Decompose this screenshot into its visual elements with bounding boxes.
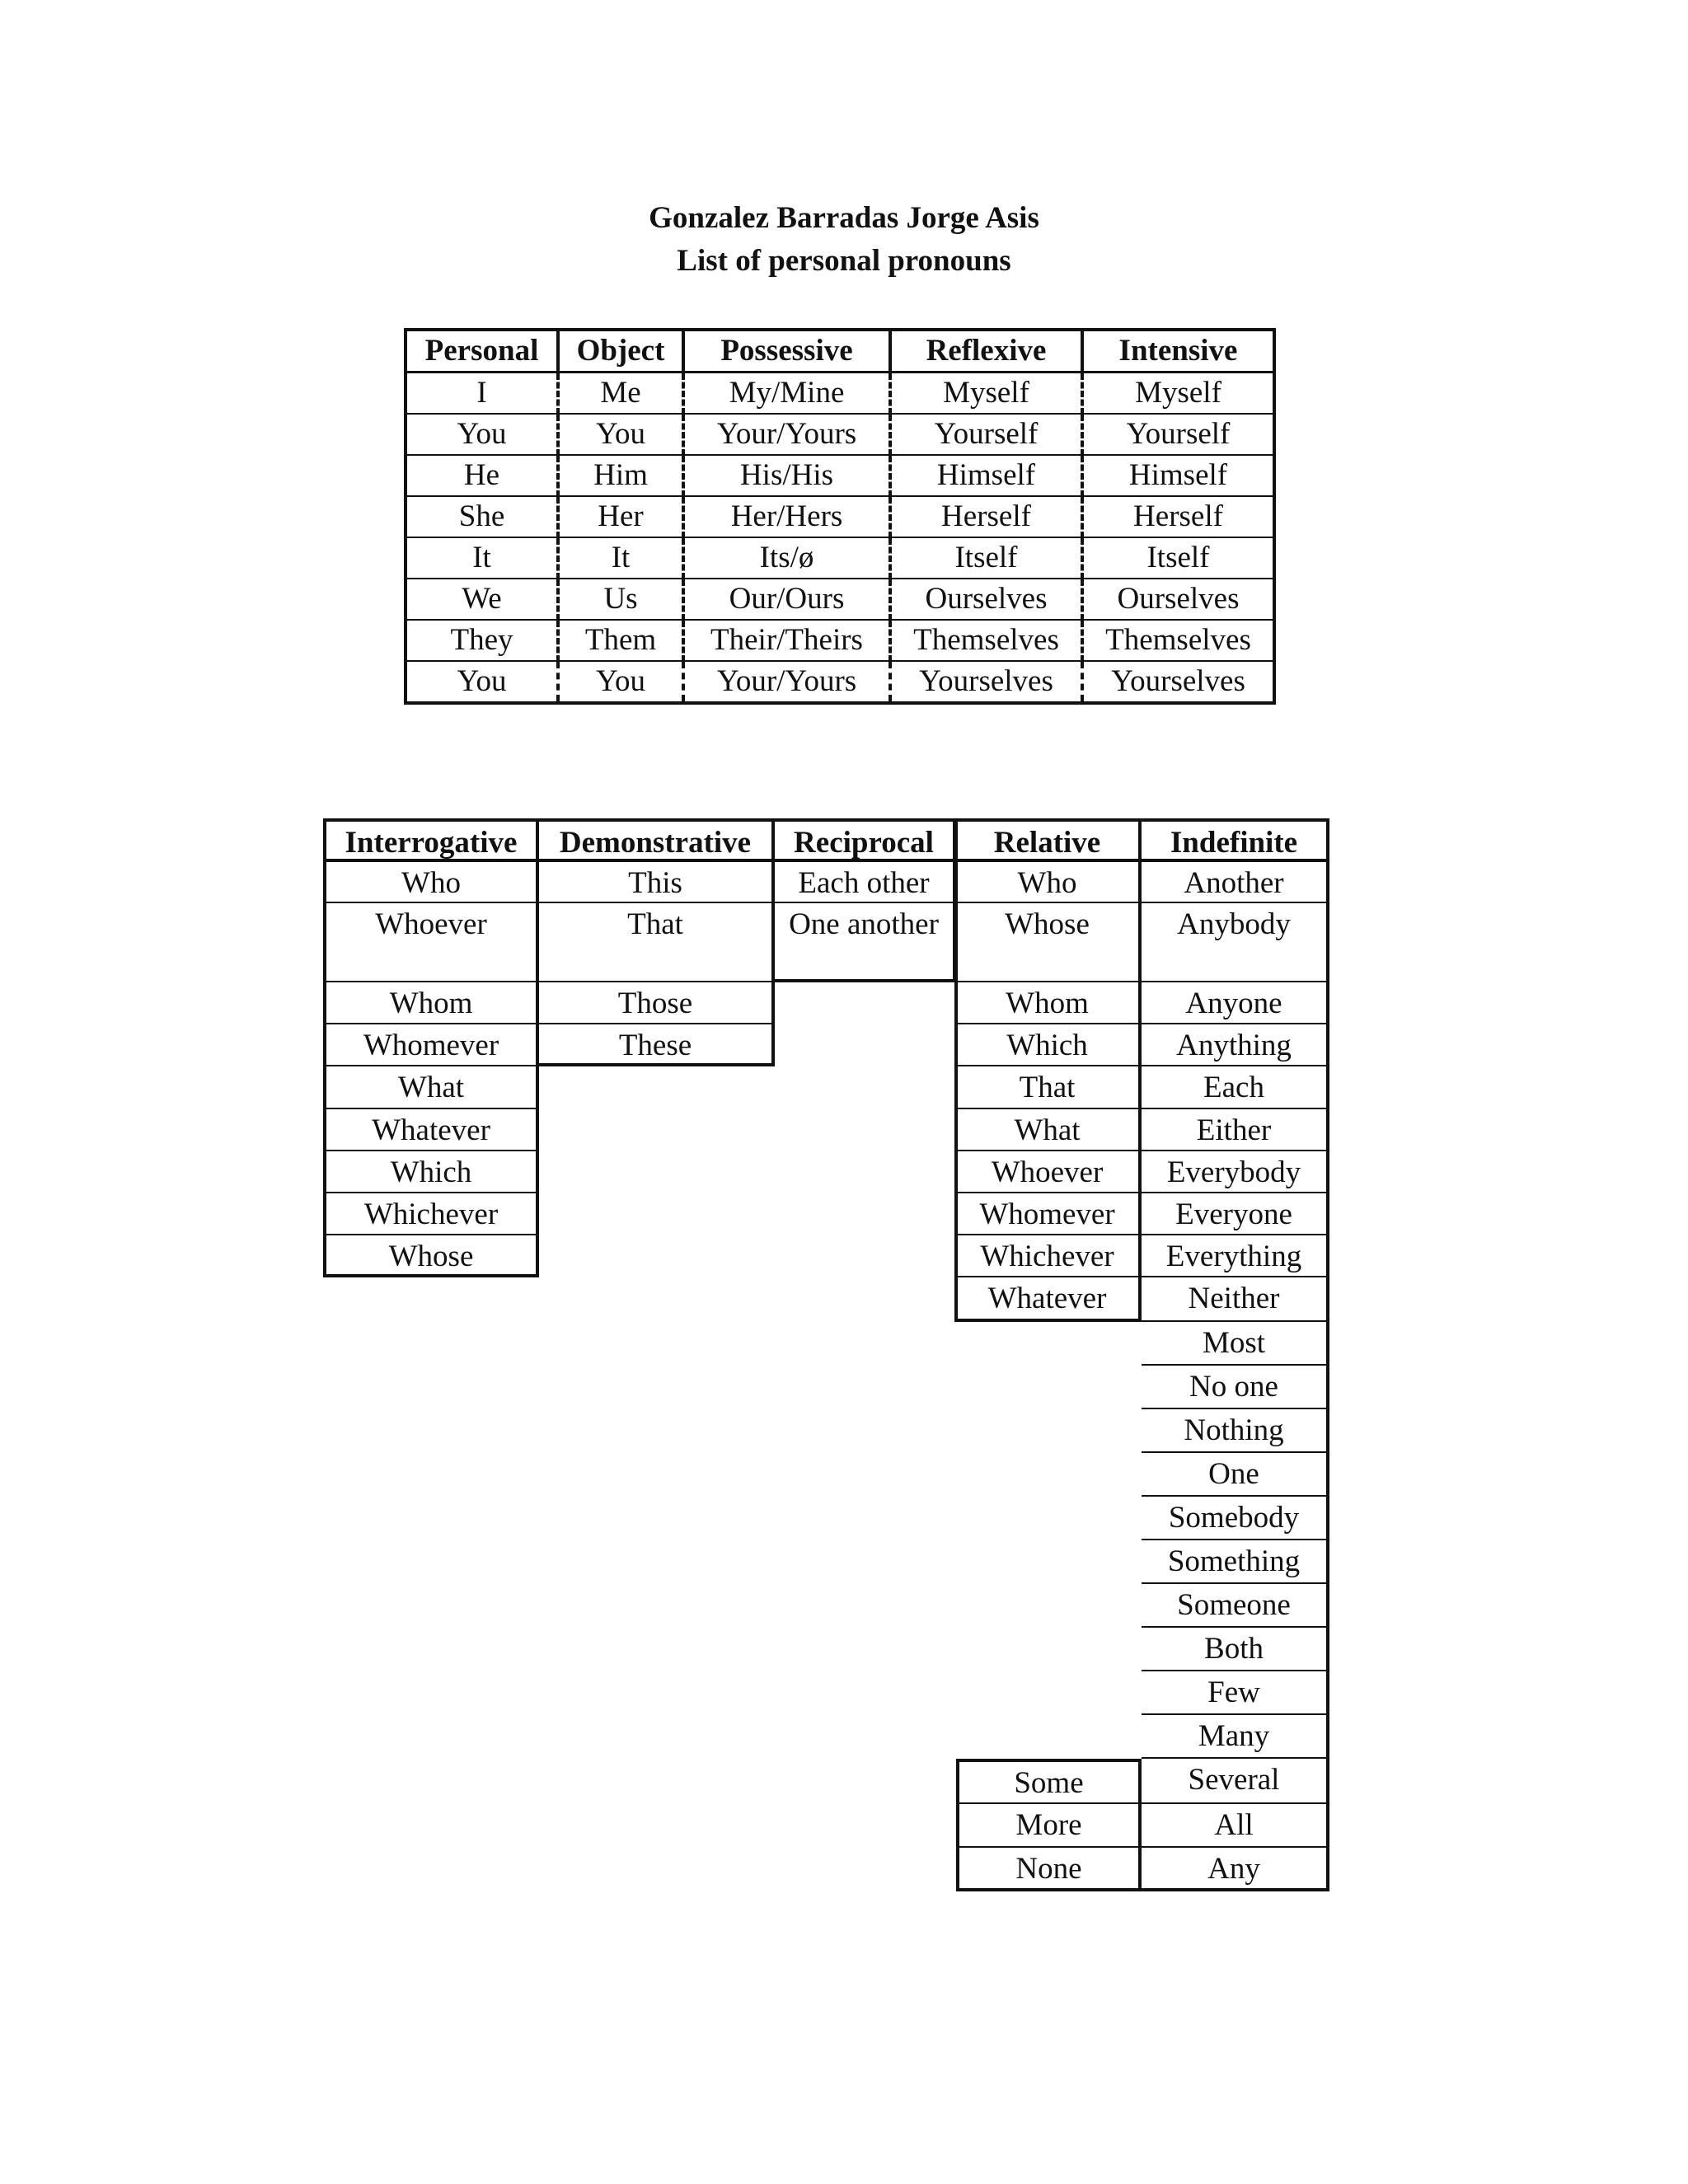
table-cell: Those [539,982,775,1024]
table-cell: Some [956,1759,1142,1804]
table-cell: Everybody [1142,1151,1329,1193]
table-cell: You [406,661,558,703]
table-cell: Our/Ours [683,579,890,620]
table-cell: Any [1142,1848,1329,1891]
table-cell: Yourselves [1111,664,1245,698]
table-cell: Himself [1082,455,1274,496]
table-cell: Ourselves [1082,579,1274,620]
table-cell: Myself [1082,373,1274,415]
table-cell: Whom [956,982,1142,1024]
column-header: Object [558,330,683,373]
table-cell: Anybody [1142,903,1329,982]
table-cell: Ourselves [890,579,1082,620]
table-cell: Somebody [1142,1497,1329,1540]
table-cell: They [406,620,558,661]
author-name: Gonzalez Barradas Jorge Asis [649,201,1039,235]
table-cell: My/Mine [683,373,890,415]
table-cell: She [406,496,558,537]
table-cell: Each [1142,1066,1329,1109]
column-header: Personal [406,330,558,373]
column-header: Indefinite [1142,818,1329,862]
table-cell: Whichever [956,1235,1142,1277]
column-header: Relative [956,818,1142,862]
table-cell: Herself [1082,496,1274,537]
table-row [406,455,1274,496]
table-cell: Whomever [323,1024,539,1066]
table-cell: Whoever [323,903,539,982]
table-cell: Themselves [890,620,1082,661]
table-cell: Himself [890,455,1082,496]
table-row [406,661,1274,703]
table-row [406,373,1274,415]
table-cell: Your/Yours [683,414,890,455]
table-cell: One [1142,1453,1329,1497]
table-cell: Who [323,862,539,903]
table-cell: Herself [890,496,1082,537]
document-title: List of personal pronouns [677,244,1011,278]
table-cell: What [323,1066,539,1109]
table-cell: Their/Theirs [683,620,890,661]
table-cell: Something [1142,1540,1329,1584]
table-cell: None [956,1848,1142,1891]
table-cell: Her/Hers [683,496,890,537]
table-cell: Anyone [1142,982,1329,1024]
table-cell: We [406,579,558,620]
table-cell: Her [558,496,683,537]
table-cell: Neither [1142,1277,1329,1322]
table-cell: Themselves [1082,620,1274,661]
table-cell: Whom [323,982,539,1024]
table-cell: Whatever [323,1109,539,1151]
table-cell: One another [775,903,956,982]
table-cell: Whoever [956,1151,1142,1193]
table-cell: Few [1142,1671,1329,1715]
table-cell: Itself [890,537,1082,579]
table-cell: You [558,661,683,703]
table-cell: That [956,1066,1142,1109]
table-cell: You [406,414,558,455]
personal-pronouns-table [404,328,1276,705]
table-cell: It [406,537,558,579]
table-cell: Another [1142,862,1329,903]
table-row [406,496,1274,537]
table-cell: Whose [956,903,1142,982]
column-header: Intensive [1082,330,1274,373]
table-cell: Itself [1082,537,1274,579]
table-cell: Yourselves [890,661,1082,703]
table-row [406,579,1274,620]
table-cell: His/His [683,455,890,496]
table-cell: What [956,1109,1142,1151]
column-header: Possessive [683,330,890,373]
table-cell: Everything [1142,1235,1329,1277]
table-cell: Yourself [890,414,1082,455]
table-cell: Anything [1142,1024,1329,1066]
table-cell: Us [558,579,683,620]
table-cell: All [1142,1804,1329,1848]
table-cell: You [558,414,683,455]
table-cell: Nothing [1142,1409,1329,1453]
table-cell: Yourself [1082,414,1274,455]
table-cell: Several [1142,1759,1329,1804]
column-header: Reflexive [890,330,1082,373]
table-cell: These [539,1024,775,1066]
table-cell: Which [323,1151,539,1193]
table-cell: Someone [1142,1584,1329,1628]
table-row [406,537,1274,579]
relative-column-border [954,818,958,1322]
table-cell: Which [956,1024,1142,1066]
table-cell: Whichever [323,1193,539,1235]
table-cell: I [406,373,558,415]
table-cell: Each other [775,862,956,903]
pronoun-types-table [323,818,1332,1890]
column-header: Interrogative [323,818,539,862]
table-cell: Whomever [956,1193,1142,1235]
table-cell: Whose [323,1235,539,1277]
table-cell: Him [558,455,683,496]
table-row [406,620,1274,661]
table-cell: Whatever [956,1277,1142,1322]
table-row [406,414,1274,455]
table-cell: He [406,455,558,496]
table-cell: No one [1142,1366,1329,1409]
table-cell: Most [1142,1322,1329,1366]
table-cell: Myself [890,373,1082,415]
column-header: Reciprocal [775,818,956,862]
table-cell: That [539,903,775,982]
table-cell: Its/ø [683,537,890,579]
table-cell: Many [1142,1715,1329,1759]
table-cell: Them [558,620,683,661]
table-cell: Either [1142,1109,1329,1151]
table-cell: Your/Yours [683,661,890,703]
table-cell: Who [956,862,1142,903]
table-cell: Everyone [1142,1193,1329,1235]
table-cell: It [558,537,683,579]
table-cell: Both [1142,1628,1329,1671]
table-cell: This [539,862,775,903]
column-header: Demonstrative [539,818,775,862]
table-cell: Me [558,373,683,415]
table-cell: More [956,1804,1142,1848]
